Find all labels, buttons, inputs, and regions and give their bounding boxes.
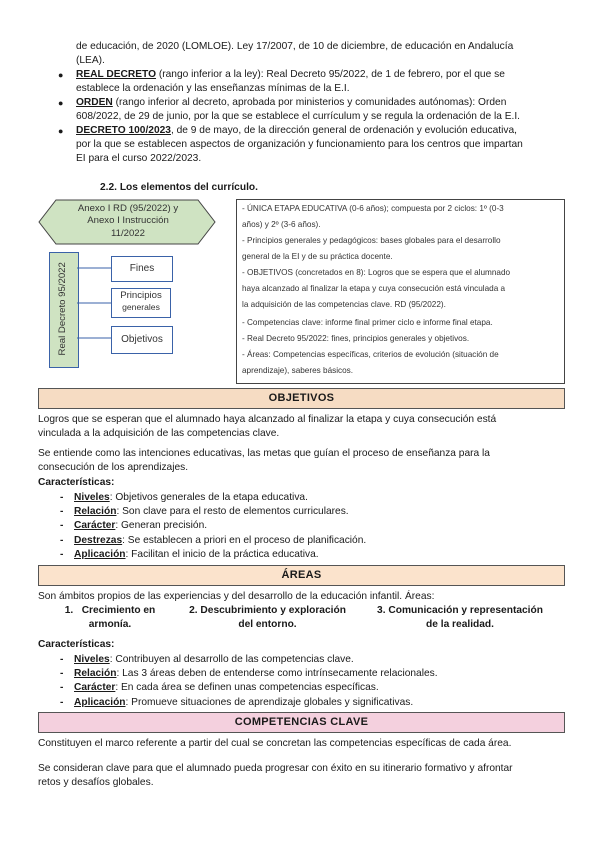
textbox-line: - Principios generales y pedagógicos: bases globales para el desarrollo <box>242 236 501 245</box>
objetivos-item-caracter: - Carácter: Generan precisión. <box>60 520 208 531</box>
legal-item-decreto-cont: por la que se establecen aspectos de organización y funcionamiento para los centros que impartan <box>76 139 523 150</box>
area-item-3: 3. Comunicación y representación de la realidad. <box>377 605 543 630</box>
areas-item-caracter: - Carácter: En cada área se definen unas competencias específicas. <box>60 682 379 693</box>
competencias-paragraph-1: Constituyen el marco referente a partir del cual se concretan las competencias específicas de cada área. <box>38 738 512 749</box>
legal-item-decreto-cont2: EI para el curso 2022/2023. <box>76 153 202 164</box>
textbox-line: años) y 2º (3-6 años). <box>242 220 321 229</box>
objetivos-item-niveles: - Niveles: Objetivos generales de la etapa educativa. <box>60 492 308 503</box>
areas-item-aplicacion: - Aplicación: Promueve situaciones de aprendizaje globales y significativas. <box>60 697 414 708</box>
objetivos-item-relacion: - Relación: Son clave para el resto de elementos curriculares. <box>60 506 349 517</box>
bullet-dot-icon: ● <box>58 98 64 108</box>
diagram-box-fines: Fines <box>111 256 173 282</box>
textbox-line: aprendizaje), saberes básicos. <box>242 366 354 375</box>
areas-intro: Son ámbitos propios de las experiencias y del desarrollo de la educación infantil. Áreas: <box>38 591 435 602</box>
diagram-box-principios: Principios generales <box>111 288 171 318</box>
diagram-banner-text: Anexo I RD (95/2022) y Anexo I Instrucción 11/2022 <box>77 203 179 239</box>
objetivos-paragraph-2b: consecución de los aprendizajes. <box>38 462 189 473</box>
bullet-dot-icon: ● <box>58 126 64 136</box>
areas-item-niveles: - Niveles: Contribuyen al desarrollo de las competencias clave. <box>60 654 354 665</box>
subheading: 2.2. Los elementos del currículo. <box>100 182 258 193</box>
textbox-line: general de la EI y de su práctica docente. <box>242 252 393 261</box>
areas-item-relacion: - Relación: Las 3 áreas deben de entenderse como intrínsecamente relacionales. <box>60 668 438 679</box>
legal-item-orden: ORDEN (rango inferior al decreto, aprobada por ministerios y comunidades autónomas): Orden <box>76 97 507 108</box>
objetivos-item-aplicacion: - Aplicación: Facilitan el inicio de la práctica educativa. <box>60 549 319 560</box>
competencias-heading: COMPETENCIAS CLAVE <box>38 712 565 733</box>
legal-item-real-decreto-cont: establece la ordenación y las enseñanzas mínimas de la E.I. <box>76 83 350 94</box>
textbox-line: haya alcanzado al finalizar la etapa y cuya consecución está vinculada a <box>242 284 506 293</box>
objetivos-paragraph-1a: Logros que se esperan que el alumnado haya alcanzado al finalizar la etapa y cuya consecución está <box>38 414 497 425</box>
textbox-line: - ÚNICA ETAPA EDUCATIVA (0-6 años); compuesta por 2 ciclos: 1º (0-3 <box>242 204 504 213</box>
legal-line-0a: de educación, de 2020 (LOMLOE). Ley 17/2007, de 10 de diciembre, de educación en Andalucía <box>76 41 514 52</box>
objetivos-caracteristicas-label: Características: <box>38 477 115 488</box>
area-item-2: 2. Descubrimiento y exploración del entorno. <box>189 605 346 630</box>
legal-item-orden-cont: 608/2022, de 29 de junio, por la que se establece el currículum y se regula la ordenación de la E.I. <box>76 111 521 122</box>
legal-item-real-decreto: REAL DECRETO (rango inferior a la ley): Real Decreto 95/2022, de 1 de febrero, por el que se <box>76 69 505 80</box>
objetivos-paragraph-1b: vinculada a la adquisición de las competencias clave. <box>38 428 280 439</box>
area-item-1: 1. Crecimiento en armonía. <box>64 605 156 630</box>
textbox-line: - Real Decreto 95/2022: fines, principios generales y objetivos. <box>242 334 470 343</box>
textbox-line: - OBJETIVOS (concretados en 8): Logros que se espera que el alumnado <box>242 268 511 277</box>
objetivos-item-destrezas: - Destrezas: Se establecen a priori en el proceso de planificación. <box>60 535 367 546</box>
diagram-vertical-label: Real Decreto 95/2022 <box>57 262 69 356</box>
legal-item-decreto: DECRETO 100/2023, de 9 de mayo, de la dirección general de ordenación y evolución educativa, <box>76 125 517 136</box>
diagram-box-objetivos: Objetivos <box>111 326 173 354</box>
objetivos-heading: OBJETIVOS <box>38 388 565 409</box>
areas-caracteristicas-label: Características: <box>38 639 115 650</box>
textbox-line: - Competencias clave: informe final primer ciclo e informe final etapa. <box>242 318 493 327</box>
legal-line-0b: (LEA). <box>76 55 105 66</box>
areas-heading: ÁREAS <box>38 565 565 586</box>
bullet-dot-icon: ● <box>58 70 64 80</box>
competencias-paragraph-2b: retos y desafíos globales. <box>38 777 154 788</box>
objetivos-paragraph-2a: Se entiende como las intenciones educativas, las metas que guían el proceso de enseñanza para la <box>38 448 490 459</box>
textbox-line: la adquisición de las competencias clave. RD (95/2022). <box>242 300 446 309</box>
textbox-line: - Áreas: Competencias específicas, criterios de evolución (situación de <box>242 350 499 359</box>
competencias-paragraph-2a: Se consideran clave para que el alumnado pueda progresar con éxito en su itinerario formativo y afrontar <box>38 763 513 774</box>
